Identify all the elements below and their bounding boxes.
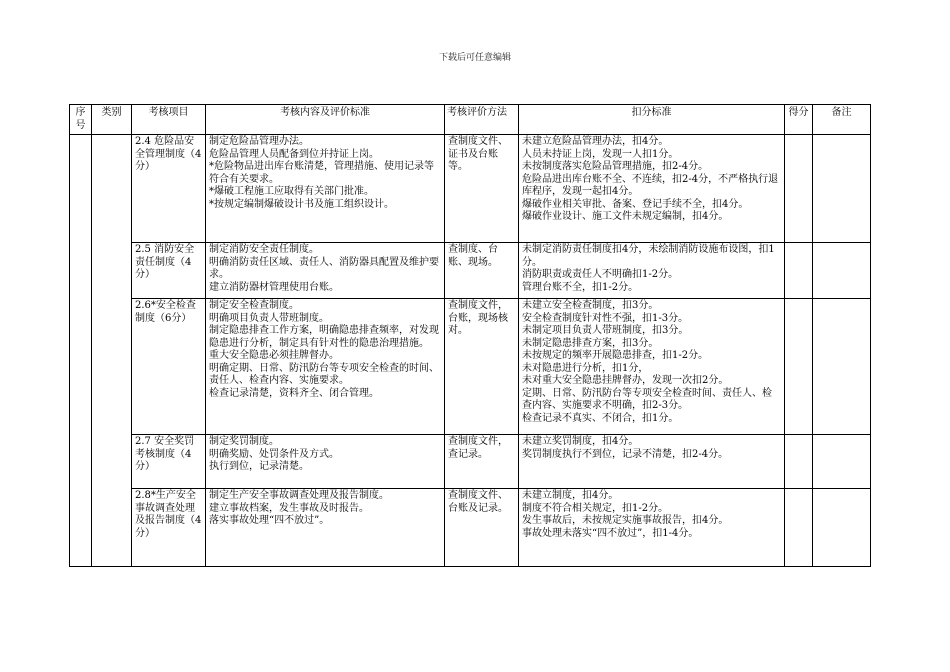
table-row [70,135,871,243]
table-row [70,435,871,489]
remark-cell [813,299,871,435]
header-score: 得分 [785,105,813,135]
content-cell: 制定安全检查制度。 明确项目负责人带班制度。 制定隐患排查工作方案，明确隐患排查频率，对发现隐患进行分析，制定具有针对性的隐患治理措施。 重大安全隐患必须挂牌督办。 明确定期、日常、防汛防台等专项安全检查的时间、责任人、检查内容、实施要求。 检查记录清楚，资料齐全、闭合管理。 [206,299,445,435]
score-cell [785,299,813,435]
content-cell: 制定生产安全事故调查处理及报告制度。 建立事故档案，发生事故及时报告。 落实事故处理“四不放过”。 [206,489,445,567]
method-cell: 查制度文件、证书及台账等。 [445,135,519,243]
header-note: 下载后可任意编辑 [438,53,511,63]
seq-cell [70,135,92,567]
table-row [70,243,871,299]
item-cell: 2.5 消防安全责任制度（4分） [132,243,206,299]
method-cell: 查制度文件，查记录。 [445,435,519,489]
assessment-table [69,104,871,567]
header-method: 考核评价方法 [445,105,519,135]
header-remark: 备注 [813,105,871,135]
method-cell: 查制度文件、台账及记录。 [445,489,519,567]
header-item: 考核项目 [132,105,206,135]
deduction-cell: 未建立奖罚制度，扣4分。 奖罚制度执行不到位，记录不清楚，扣2-4分。 [519,435,785,489]
table-row [70,299,871,435]
item-cell: 2.4 危险品安全管理制度（4分） [132,135,206,243]
content-cell: 制定危险品管理办法。 危险品管理人员配备到位并持证上岗。 *危险物品进出库台账清楚，管理措施、使用记录等符合有关要求。 *爆破工程施工应取得有关部门批准。 *按规定编制爆破设计书及施工组织设计。 [206,135,445,243]
header-category: 类别 [92,105,132,135]
remark-cell [813,435,871,489]
deduction-cell: 未建立制度，扣4分。 制度不符合相关规定，扣1-2分。 发生事故后，未按规定实施事故报告，扣4分。 事故处理未落实“四不放过”，扣1-4分。 [519,489,785,567]
table-header-row [70,105,871,135]
remark-cell [813,243,871,299]
header-seq: 序号 [70,105,92,135]
score-cell [785,489,813,567]
item-cell: 2.7 安全奖罚考核制度（4分） [132,435,206,489]
content-cell: 制定奖罚制度。 明确奖励、处罚条件及方式。 执行到位，记录清楚。 [206,435,445,489]
method-cell: 查制度、台账、现场。 [445,243,519,299]
method-cell: 查制度文件，台账，现场核对。 [445,299,519,435]
score-cell [785,243,813,299]
deduction-cell: 未制定消防责任制度扣4分，未绘制消防设施布设图，扣1分。 消防职责或责任人不明确扣1-2分。 管理台账不全，扣1-2分。 [519,243,785,299]
deduction-cell: 未建立危险品管理办法，扣4分。 人员未持证上岗，发现一人扣1分。 未按制度落实危险品管理措施，扣2-4分。 危险品进出库台账不全、不连续，扣2-4分，不严格执行退库程序，发现一起扣4分。 爆破作业相关审批、备案、登记手续不全，扣4分。 爆破作业设计、施工文件未规定编制，扣4分。 [519,135,785,243]
item-cell: 2.6*安全检查制度（6分） [132,299,206,435]
remark-cell [813,135,871,243]
score-cell [785,135,813,243]
header-deduction: 扣分标准 [519,105,785,135]
item-cell: 2.8*生产安全事故调查处理及报告制度（4分） [132,489,206,567]
category-cell [92,135,132,567]
deduction-cell: 未建立安全检查制度，扣3分。 安全检查制度针对性不强，扣1-3分。 未制定项目负责人带班制度，扣3分。 未制定隐患排查方案，扣3分。 未按规定的频率开展隐患排查，扣1-2分。 未对隐患进行分析，扣1分， 未对重大安全隐患挂牌督办，发现一次扣2分。 定期、日常、防汛防台等专项安全检查时间、责任人、检查内容、实施要求不明确，扣2-3分。 检查记录不真实、不闭合，扣1分。 [519,299,785,435]
remark-cell [813,489,871,567]
score-cell [785,435,813,489]
table-row [70,489,871,567]
content-cell: 制定消防安全责任制度。 明确消防责任区域、责任人、消防器具配置及维护要求。 建立消防器材管理使用台账。 [206,243,445,299]
header-content: 考核内容及评价标准 [206,105,445,135]
